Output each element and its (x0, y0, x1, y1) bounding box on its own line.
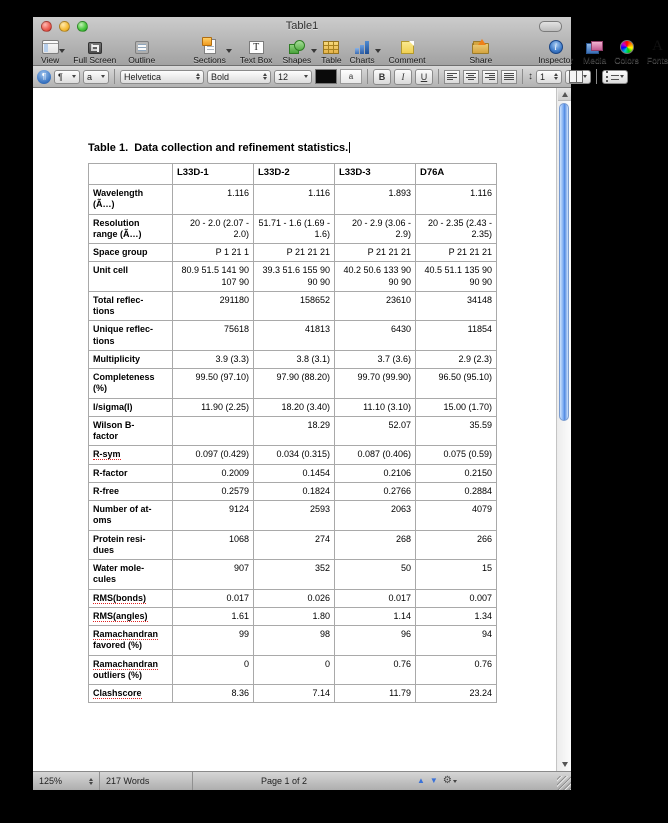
cell-value[interactable]: 97.90 (88.20) (254, 369, 335, 399)
cell-value[interactable]: 75618 (173, 321, 254, 351)
cell-value[interactable]: 99.50 (97.10) (173, 369, 254, 399)
full-screen-icon (88, 42, 102, 54)
table-row (89, 655, 497, 685)
cell-value[interactable]: 41813 (254, 321, 335, 351)
toolbar-button-label: Shapes (282, 55, 312, 65)
cell-value[interactable]: 0.2579 (173, 482, 254, 500)
list-style-dropdown[interactable] (602, 70, 628, 84)
toolbar-button-share[interactable] (470, 35, 493, 65)
separator (596, 69, 597, 84)
cell-value[interactable]: 352 (254, 560, 335, 590)
font-size-select[interactable] (274, 70, 312, 84)
colors-icon (620, 40, 634, 54)
cell-value[interactable]: 96.50 (95.10) (416, 369, 497, 399)
cell-value[interactable]: 11.10 (3.10) (335, 398, 416, 416)
comment-icon (401, 41, 414, 54)
toolbar-button-label: Charts (349, 55, 375, 65)
chevron-down-icon (453, 780, 457, 783)
font-style-select[interactable] (207, 70, 271, 84)
scrollbar-thumb[interactable] (559, 103, 569, 421)
row-label[interactable]: Ramachandran outliers (%) (89, 655, 173, 685)
cell-value[interactable]: 0 (173, 655, 254, 685)
cell-value[interactable]: 96 (335, 626, 416, 656)
toolbar-button-media[interactable] (583, 35, 606, 65)
fonts-icon: A (652, 38, 663, 54)
cell-value[interactable]: P 1 21 1 (173, 244, 254, 262)
row-label[interactable]: Completeness (%) (89, 369, 173, 399)
page[interactable] (33, 88, 556, 771)
vertical-scrollbar[interactable] (556, 88, 571, 771)
align-justify-button[interactable] (501, 70, 517, 84)
cell-value[interactable]: 20 - 2.9 (3.06 - 2.9) (335, 214, 416, 244)
columns-dropdown[interactable] (565, 70, 591, 84)
cell-value[interactable]: 11.79 (335, 685, 416, 703)
cell-value[interactable]: 2593 (254, 501, 335, 531)
chevron-down-icon (72, 75, 76, 78)
scrollbar-down-button[interactable] (558, 757, 571, 771)
column-header[interactable]: D76A (416, 164, 497, 185)
cell-value[interactable]: 20 - 2.0 (2.07 - 2.0) (173, 214, 254, 244)
table-row (89, 416, 497, 446)
cell-value[interactable]: 1.14 (335, 607, 416, 625)
cell-value[interactable]: 907 (173, 560, 254, 590)
character-style-dropdown[interactable] (83, 70, 109, 84)
gear-menu-button[interactable] (443, 776, 457, 786)
toolbar-button-label: Table (321, 55, 342, 65)
format-bar (33, 66, 571, 88)
inspector-icon: i (549, 40, 563, 54)
font-size-value: 12 (278, 71, 289, 82)
updown-arrows-icon (554, 73, 558, 80)
table-row (89, 446, 497, 464)
table-row (89, 501, 497, 531)
view-icon (42, 40, 59, 54)
gear-icon: ⚙ (442, 775, 452, 786)
toolbar-button-label: Comment (388, 55, 426, 65)
cell-value[interactable]: 18.29 (254, 416, 335, 446)
chevron-down-icon (375, 49, 381, 53)
cell-value[interactable]: 0.034 (0.315) (254, 446, 335, 464)
cell-value[interactable]: 0.026 (254, 589, 335, 607)
sections-icon (204, 39, 216, 54)
toolbar-button-label: Sections (193, 55, 226, 65)
chevron-down-icon (304, 75, 308, 78)
toolbar-button-full-screen[interactable] (73, 35, 116, 65)
font-family-select[interactable] (120, 70, 204, 84)
table-row (89, 350, 497, 368)
formatting-toggle-button[interactable] (37, 70, 51, 84)
row-label[interactable]: Water mole- cules (89, 560, 173, 590)
row-label[interactable]: Protein resi- dues (89, 530, 173, 560)
cell-value[interactable]: 0.76 (335, 655, 416, 685)
align-left-button[interactable] (444, 70, 460, 84)
cell-value[interactable]: 0.017 (173, 589, 254, 607)
cell-value[interactable]: 1.34 (416, 607, 497, 625)
cell-value[interactable]: 9124 (173, 501, 254, 531)
toolbar-button-comment[interactable] (389, 35, 426, 65)
row-label[interactable]: Number of at- oms (89, 501, 173, 531)
toolbar-button-label: Text Box (239, 55, 273, 65)
toolbar-button-label: View (41, 55, 60, 65)
table-row (89, 560, 497, 590)
row-label[interactable]: Wilson B- factor (89, 416, 173, 446)
chevron-down-icon (59, 49, 65, 53)
align-right-button[interactable] (482, 70, 498, 84)
row-label[interactable]: I/sigma(I) (89, 398, 173, 416)
row-label[interactable]: Clashscore (89, 685, 173, 703)
toolbar-button-table[interactable] (321, 35, 341, 65)
cell-value[interactable]: 0.2766 (335, 482, 416, 500)
header-row (89, 164, 497, 185)
table-row (89, 369, 497, 399)
separator (192, 772, 193, 790)
font-style-value: Bold (211, 71, 230, 82)
cell-value[interactable]: 268 (335, 530, 416, 560)
page-indicator (255, 772, 355, 790)
row-label[interactable]: RMS(bonds) (89, 589, 173, 607)
text-box-icon: T (249, 41, 264, 54)
cell-value[interactable]: 0.097 (0.429) (173, 446, 254, 464)
cell-value[interactable]: 1.116 (416, 185, 497, 215)
table-row (89, 262, 497, 292)
cell-value[interactable]: 51.71 - 1.6 (1.69 - 1.6) (254, 214, 335, 244)
cell-value[interactable]: 291180 (173, 291, 254, 321)
scrollbar-top-button[interactable] (558, 88, 571, 101)
cell-value[interactable]: 1.116 (173, 185, 254, 215)
cell-value[interactable]: P 21 21 21 (416, 244, 497, 262)
bold-button[interactable]: B (373, 69, 391, 85)
toolbar-button-text-box[interactable] (240, 35, 273, 65)
page-navigation (411, 772, 463, 790)
line-spacing-icon: ↕ (528, 70, 533, 82)
row-label[interactable]: Total reflec- tions (89, 291, 173, 321)
table-row (89, 464, 497, 482)
cell-value[interactable]: 40.2 50.6 133 90 90 90 (335, 262, 416, 292)
document-area (33, 88, 571, 771)
cell-value[interactable]: 40.5 51.1 135 90 90 90 (416, 262, 497, 292)
cell-value[interactable]: P 21 21 21 (254, 244, 335, 262)
row-label[interactable]: Ramachandran favored (%) (89, 626, 173, 656)
chevron-down-icon (583, 75, 587, 78)
cell-value[interactable]: 274 (254, 530, 335, 560)
row-label[interactable]: R-sym (89, 446, 173, 464)
corner-cell[interactable] (89, 164, 173, 185)
line-spacing-value: 1 (540, 71, 546, 82)
cell-value[interactable]: 0 (254, 655, 335, 685)
table-row (89, 626, 497, 656)
pages-window (33, 17, 668, 787)
cell-value[interactable]: 23610 (335, 291, 416, 321)
arrow-down-icon (562, 762, 568, 767)
cell-value[interactable]: 3.8 (3.1) (254, 350, 335, 368)
cell-value[interactable]: 0.2150 (416, 464, 497, 482)
toolbar-button-charts[interactable] (350, 35, 375, 65)
toolbar-button-colors[interactable] (614, 35, 639, 65)
toolbar-button-shapes[interactable] (282, 35, 311, 65)
page-indicator-label: Page 1 of 2 (261, 776, 308, 786)
zoom-stepper-icon (89, 778, 93, 785)
toolbar-button-label: Media (583, 55, 607, 65)
separator (367, 69, 368, 84)
cell-value[interactable]: 2063 (335, 501, 416, 531)
title-bar[interactable] (33, 17, 571, 33)
toolbar-button-label: Inspector (538, 55, 574, 65)
table-caption[interactable]: Table 1. Data collection and refinement statistics. (88, 142, 349, 154)
updown-arrows-icon (263, 73, 267, 80)
cell-value[interactable]: 4079 (416, 501, 497, 531)
cell-value[interactable]: 94 (416, 626, 497, 656)
cell-value[interactable]: 1.61 (173, 607, 254, 625)
cell-value[interactable]: 3.7 (3.6) (335, 350, 416, 368)
toolbar-button-label: Outline (128, 55, 156, 65)
columns-icon (569, 70, 583, 83)
toolbar-button-label: Share (469, 55, 493, 65)
cell-value[interactable]: 11.90 (2.25) (173, 398, 254, 416)
toolbar-button-view[interactable] (41, 35, 59, 65)
cell-value[interactable]: 15.00 (1.70) (416, 398, 497, 416)
cell-value[interactable]: 0.017 (335, 589, 416, 607)
cell-value[interactable]: 50 (335, 560, 416, 590)
column-header[interactable]: L33D-1 (173, 164, 254, 185)
line-spacing-stepper[interactable] (536, 70, 562, 84)
table-row (89, 398, 497, 416)
cell-value[interactable]: 1.116 (254, 185, 335, 215)
toolbar-button-sections[interactable] (193, 35, 226, 65)
toolbar-button-fonts[interactable] (647, 35, 668, 65)
character-style-icon: a (348, 72, 354, 81)
chevron-down-icon (101, 75, 105, 78)
cell-value[interactable]: 0.075 (0.59) (416, 446, 497, 464)
underline-button[interactable]: U (415, 69, 433, 85)
paragraph-icon: ¶ (41, 72, 47, 81)
table-row (89, 214, 497, 244)
toolbar-button-inspector[interactable] (538, 35, 573, 65)
shapes-icon (289, 40, 305, 54)
window-title: Table1 (285, 20, 319, 32)
list-icon (606, 71, 619, 82)
updown-arrows-icon (196, 73, 200, 80)
cell-value[interactable] (173, 416, 254, 446)
media-icon (586, 41, 603, 54)
row-label[interactable]: Space group (89, 244, 173, 262)
italic-button[interactable]: I (394, 69, 412, 85)
cell-value[interactable]: 1.893 (335, 185, 416, 215)
arrow-up-icon (562, 92, 568, 97)
cell-value[interactable]: 266 (416, 530, 497, 560)
table-row (89, 244, 497, 262)
table-row (89, 685, 497, 703)
character-style-icon: a (87, 71, 93, 82)
chevron-down-icon (311, 49, 317, 53)
chevron-down-icon (226, 49, 232, 53)
zoom-level: 125% (39, 776, 63, 786)
next-page-button[interactable]: ▼ (429, 776, 438, 785)
text-color-well[interactable] (315, 69, 337, 84)
cell-value[interactable]: 23.24 (416, 685, 497, 703)
separator (114, 69, 115, 84)
column-header[interactable]: L33D-3 (335, 164, 416, 185)
cell-value[interactable]: 0.2009 (173, 464, 254, 482)
cell-value[interactable]: 1.80 (254, 607, 335, 625)
cell-value[interactable]: P 21 21 21 (335, 244, 416, 262)
chevron-down-icon (620, 75, 624, 78)
cell-value[interactable]: 8.36 (173, 685, 254, 703)
text-cursor (349, 142, 350, 153)
cell-value[interactable]: 20 - 2.35 (2.43 - 2.35) (416, 214, 497, 244)
cell-value[interactable]: 34148 (416, 291, 497, 321)
cell-value[interactable]: 18.20 (3.40) (254, 398, 335, 416)
row-label[interactable]: Wavelength (Ã…) (89, 185, 173, 215)
font-family-value: Helvetica (124, 71, 162, 82)
row-label[interactable]: Unique reflec- tions (89, 321, 173, 351)
separator (522, 69, 523, 84)
word-count (100, 772, 192, 790)
align-center-button[interactable] (463, 70, 479, 84)
paragraph-style-dropdown[interactable] (54, 70, 80, 84)
table-row (89, 482, 497, 500)
toolbar-button-label: Fonts (646, 55, 668, 65)
toolbar-toggle-button[interactable] (539, 21, 562, 32)
cell-value[interactable]: 0.087 (0.406) (335, 446, 416, 464)
status-bar (33, 771, 571, 790)
column-header[interactable]: L33D-2 (254, 164, 335, 185)
cell-value[interactable]: 0.2884 (416, 482, 497, 500)
table-icon (323, 41, 339, 54)
cell-value[interactable]: 0.007 (416, 589, 497, 607)
word-count-label: 217 Words (106, 776, 150, 786)
separator (438, 69, 439, 84)
cell-value[interactable]: 35.59 (416, 416, 497, 446)
cell-value[interactable]: 15 (416, 560, 497, 590)
row-label[interactable]: Multiplicity (89, 350, 173, 368)
cell-value[interactable]: 0.76 (416, 655, 497, 685)
table-row (89, 607, 497, 625)
zoom-control[interactable] (33, 772, 99, 790)
paragraph-icon: ¶ (58, 71, 63, 82)
table-row (89, 291, 497, 321)
row-label[interactable]: R-free (89, 482, 173, 500)
toolbar-button-outline[interactable] (128, 35, 155, 65)
toolbar-button-label: Full Screen (73, 55, 117, 65)
charts-icon (355, 41, 370, 54)
table-row (89, 530, 497, 560)
cell-value[interactable]: 158652 (254, 291, 335, 321)
stats-table (88, 163, 497, 703)
cell-value[interactable]: 11854 (416, 321, 497, 351)
row-label[interactable]: Unit cell (89, 262, 173, 292)
window-resize-grip[interactable] (557, 776, 571, 790)
outline-icon (135, 41, 149, 54)
cell-value[interactable]: 7.14 (254, 685, 335, 703)
toolbar-button-label: Colors (614, 55, 639, 65)
previous-page-button[interactable]: ▲ (417, 776, 425, 785)
cell-value[interactable]: 80.9 51.5 141 90 107 90 (173, 262, 254, 292)
cell-value[interactable]: 3.9 (3.3) (173, 350, 254, 368)
row-label[interactable]: RMS(angles) (89, 607, 173, 625)
row-label[interactable]: Resolution range (Ã…) (89, 214, 173, 244)
table-row (89, 589, 497, 607)
cell-value[interactable]: 0.1824 (254, 482, 335, 500)
cell-value[interactable]: 1068 (173, 530, 254, 560)
cell-value[interactable]: 98 (254, 626, 335, 656)
share-icon (472, 43, 489, 54)
row-label[interactable]: R-factor (89, 464, 173, 482)
cell-value[interactable]: 2.9 (2.3) (416, 350, 497, 368)
cell-value[interactable]: 0.2106 (335, 464, 416, 482)
cell-value[interactable]: 99.70 (99.90) (335, 369, 416, 399)
table-row (89, 185, 497, 215)
cell-value[interactable]: 6430 (335, 321, 416, 351)
toolbar (33, 33, 668, 65)
table-row (89, 321, 497, 351)
background-color-well[interactable] (340, 69, 362, 84)
cell-value[interactable]: 39.3 51.6 155 90 90 90 (254, 262, 335, 292)
cell-value[interactable]: 99 (173, 626, 254, 656)
cell-value[interactable]: 52.07 (335, 416, 416, 446)
cell-value[interactable]: 0.1454 (254, 464, 335, 482)
window-chrome (33, 17, 668, 66)
